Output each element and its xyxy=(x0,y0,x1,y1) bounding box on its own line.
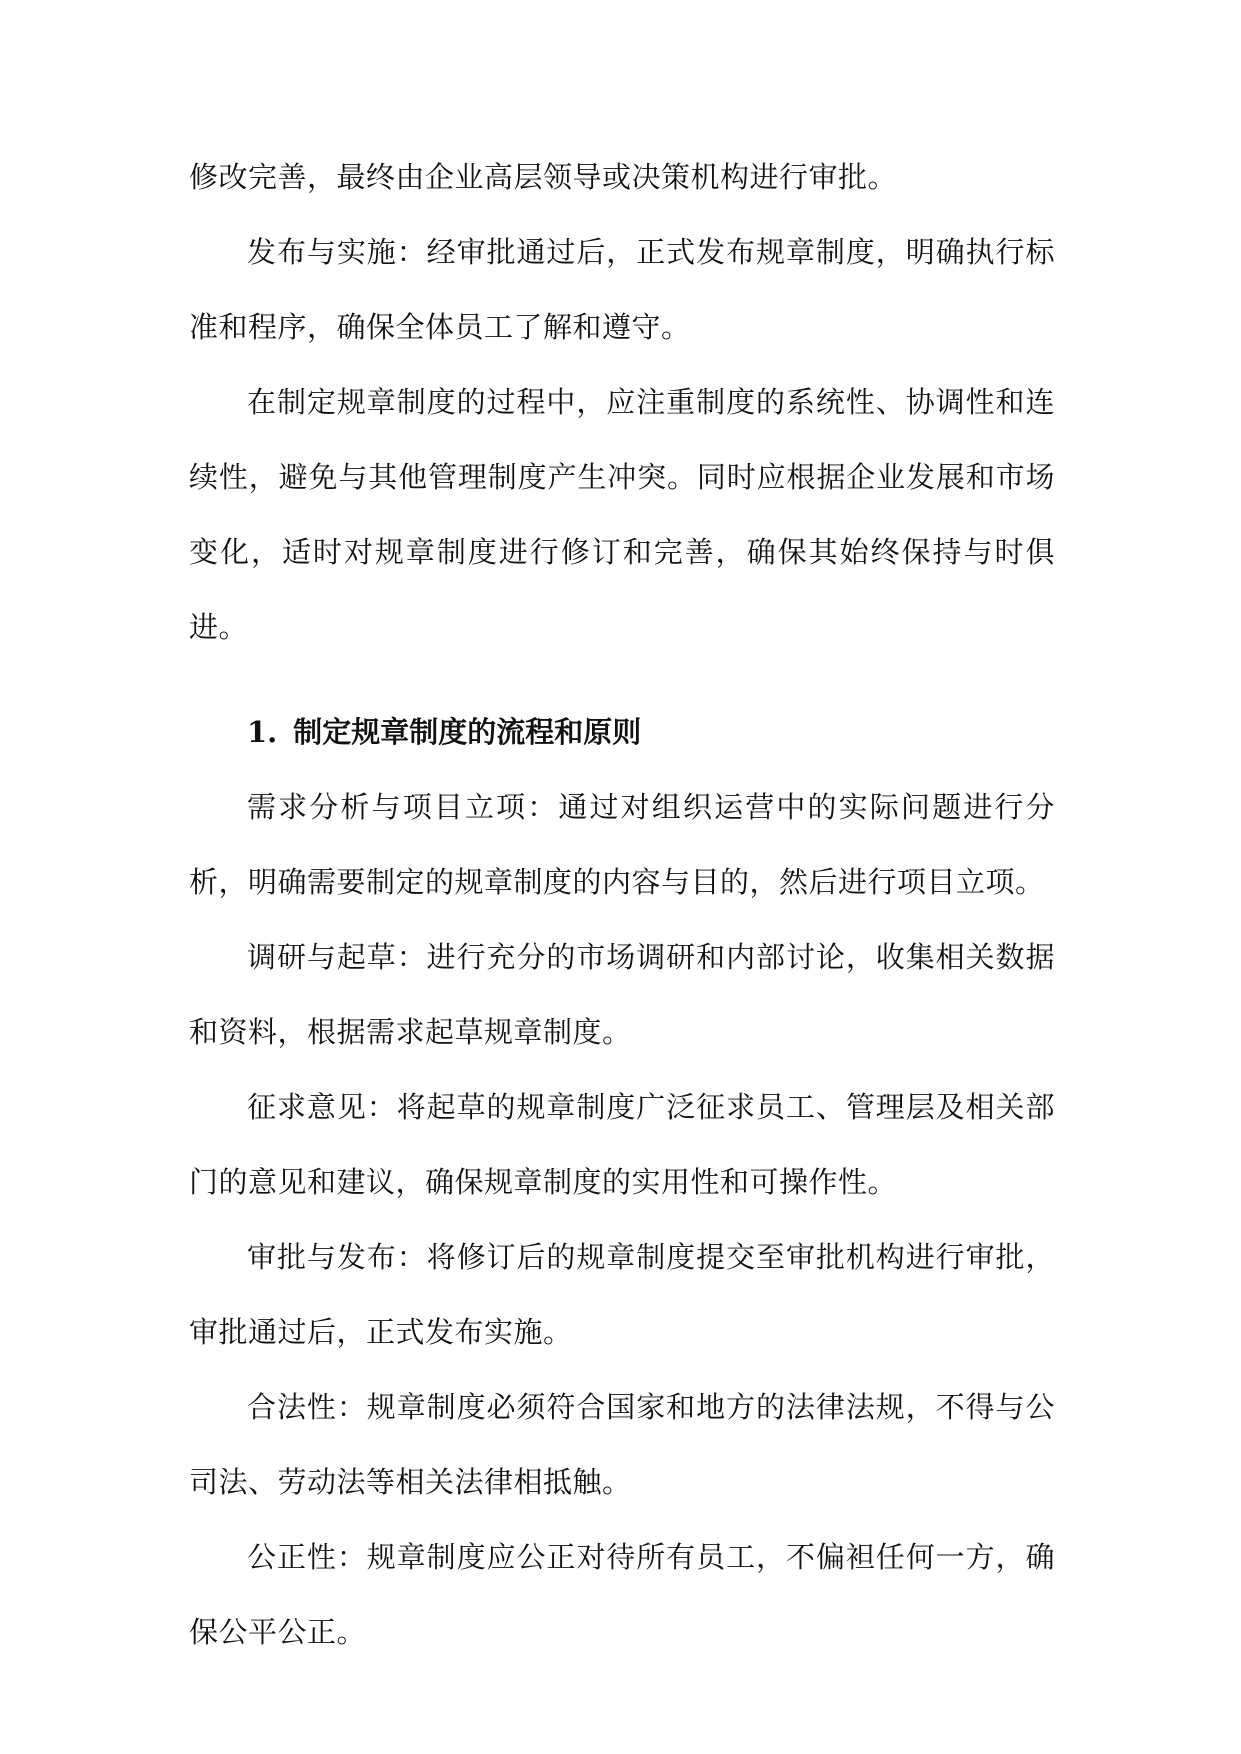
document-page xyxy=(189,140,1055,1670)
paragraph-legality: 合法性：规章制度必须符合国家和地方的法律法规，不得与公司法、劳动法等相关法律相抵触。 xyxy=(189,1390,1055,1499)
paragraph-research-drafting: 调研与起草：进行充分的市场调研和内部讨论，收集相关数据和资料，根据需求起草规章制度。 xyxy=(189,940,1055,1049)
paragraph-fairness: 公正性：规章制度应公正对待所有员工，不偏袒任何一方，确保公平公正。 xyxy=(189,1540,1055,1649)
paragraph-continuation: 修改完善，最终由企业高层领导或决策机构进行审批。 xyxy=(189,160,898,194)
paragraph-approval-release: 审批与发布：将修订后的规章制度提交至审批机构进行审批，审批通过后，正式发布实施。 xyxy=(189,1240,1055,1349)
paragraph-release-implementation: 发布与实施：经审批通过后，正式发布规章制度，明确执行标准和程序，确保全体员工了解和遵守。 xyxy=(189,235,1055,344)
section-title: 制定规章制度的流程和原则 xyxy=(293,715,642,749)
section-heading xyxy=(189,695,1055,770)
paragraph-solicit-opinions: 征求意见：将起草的规章制度广泛征求员工、管理层及相关部门的意见和建议，确保规章制度的实用性和可操作性。 xyxy=(189,1090,1055,1199)
section-number: 1. xyxy=(247,715,278,749)
paragraph-needs-analysis: 需求分析与项目立项：通过对组织运营中的实际问题进行分析，明确需要制定的规章制度的内容与目的，然后进行项目立项。 xyxy=(189,790,1055,899)
paragraph-principles-note: 在制定规章制度的过程中，应注重制度的系统性、协调性和连续性，避免与其他管理制度产生冲突。同时应根据企业发展和市场变化，适时对规章制度进行修订和完善，确保其始终保持与时俱进。 xyxy=(189,385,1055,644)
